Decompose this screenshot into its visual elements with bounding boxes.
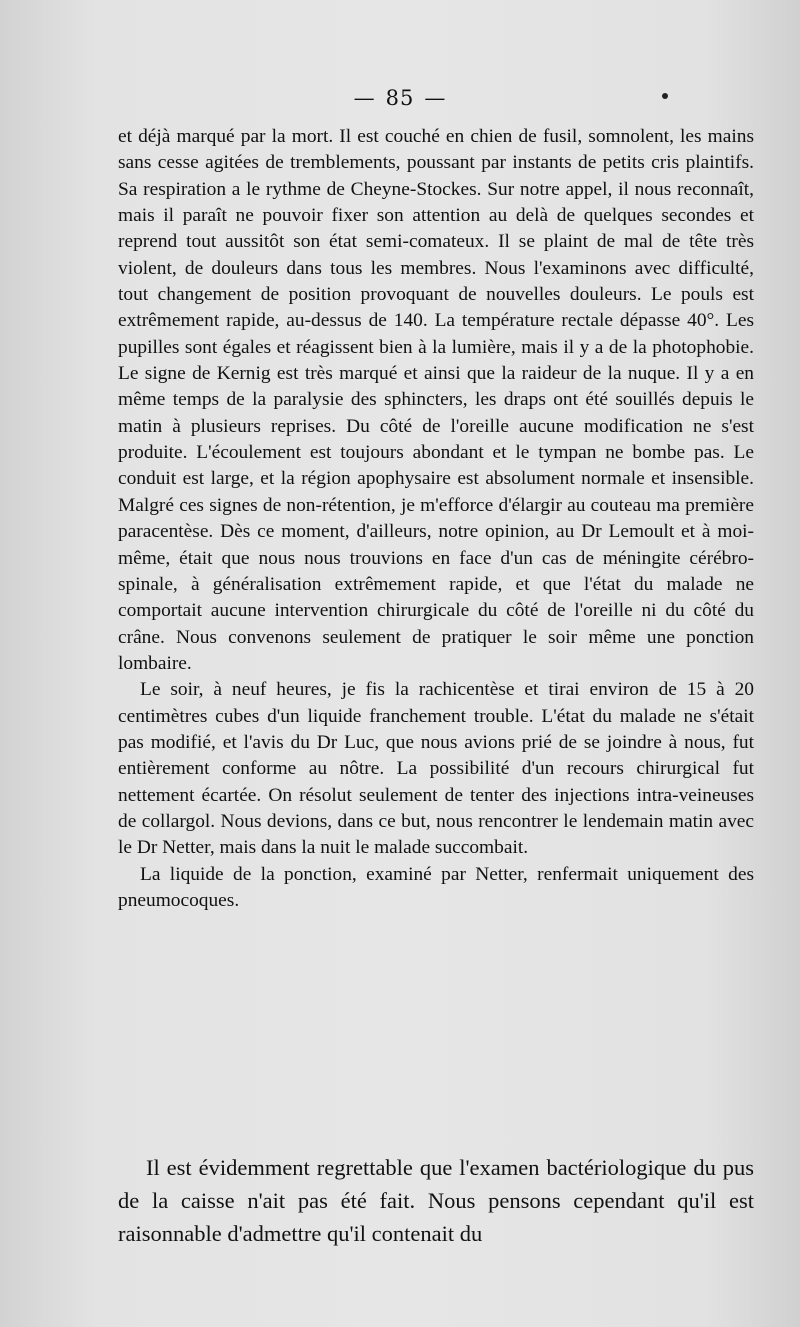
ink-dot	[662, 93, 668, 99]
dash-right: —	[424, 86, 447, 110]
paragraph-3: La liquide de la ponction, examiné par Netter, renfermait uniquement des pneumocoques.	[118, 863, 754, 911]
page-number	[0, 86, 800, 110]
page-number-value: 85	[385, 86, 415, 110]
paragraph-1: et déjà marqué par la mort. Il est couché en chien de fusil, somnolent, les mains sans cesse agitées de tremblements, poussant par instants de petits cris plaintifs. Sa respiration a le rythme de Cheyne-Stockes. Sur notre appel, il nous reconnaît, mais il paraît ne pouvoir fixer son attention au delà de quelques secondes et reprend tout aussitôt son état semi-comateux. Il se plaint de mal de tête très violent, de douleurs dans tous les membres. Nous l'examinons avec difficulté, tout changement de position provoquant de nouvelles douleurs. Le pouls est extrêmement rapide, au-dessus de 140. La température rectale dépasse 40°. Les pupilles sont égales et réagissent bien à la lumière, mais il y a de la photophobie. Le signe de Kernig est très marqué et ainsi que la raideur de la nuque. Il y a en même temps de la paralysie des sphincters, les draps ont été souillés depuis le matin à plusieurs reprises. Du côté de l'oreille aucune modification ne s'est produite. L'écoulement est toujours abondant et le tympan ne bombe pas. Le conduit est large, et la région apophysaire est absolument normale et insensible. Malgré ces signes de non-rétention, je m'efforce d'élargir au couteau ma première paracentèse. Dès ce moment, d'ailleurs, notre opinion, au Dr Lemoult et à moi-même, était que nous nous trouvions en face d'un cas de méningite cérébro-spinale, à généralisation extrêmement rapide, et que l'état du malade ne comportait aucune intervention chirurgicale du côté de l'oreille ni du côté du crâne. Nous convenons seulement de pratiquer le soir même une ponction lombaire.	[118, 126, 754, 674]
closing-paragraph: Il est évidemment regrettable que l'examen bactériologique du pus de la caisse n'ait pas été fait. Nous pensons cependant qu'il est raisonnable d'admettre qu'il contenait du	[118, 1155, 754, 1246]
body-text	[118, 124, 754, 914]
closing-text	[118, 1151, 754, 1250]
paragraph-2: Le soir, à neuf heures, je fis la rachicentèse et tirai environ de 15 à 20 centimètres cubes d'un liquide franchement trouble. L'état du malade ne s'était pas modifié, et l'avis du Dr Luc, que nous avions prié de se joindre à nous, fut entièrement conforme au nôtre. La possibilité d'un recours chirurgical fut nettement écartée. On résolut seulement de tenter des injections intra-veineuses de collargol. Nous devions, dans ce but, nous rencontrer le lendemain matin avec le Dr Netter, mais dans la nuit le malade succombait.	[118, 679, 754, 859]
dash-left: —	[353, 86, 376, 110]
